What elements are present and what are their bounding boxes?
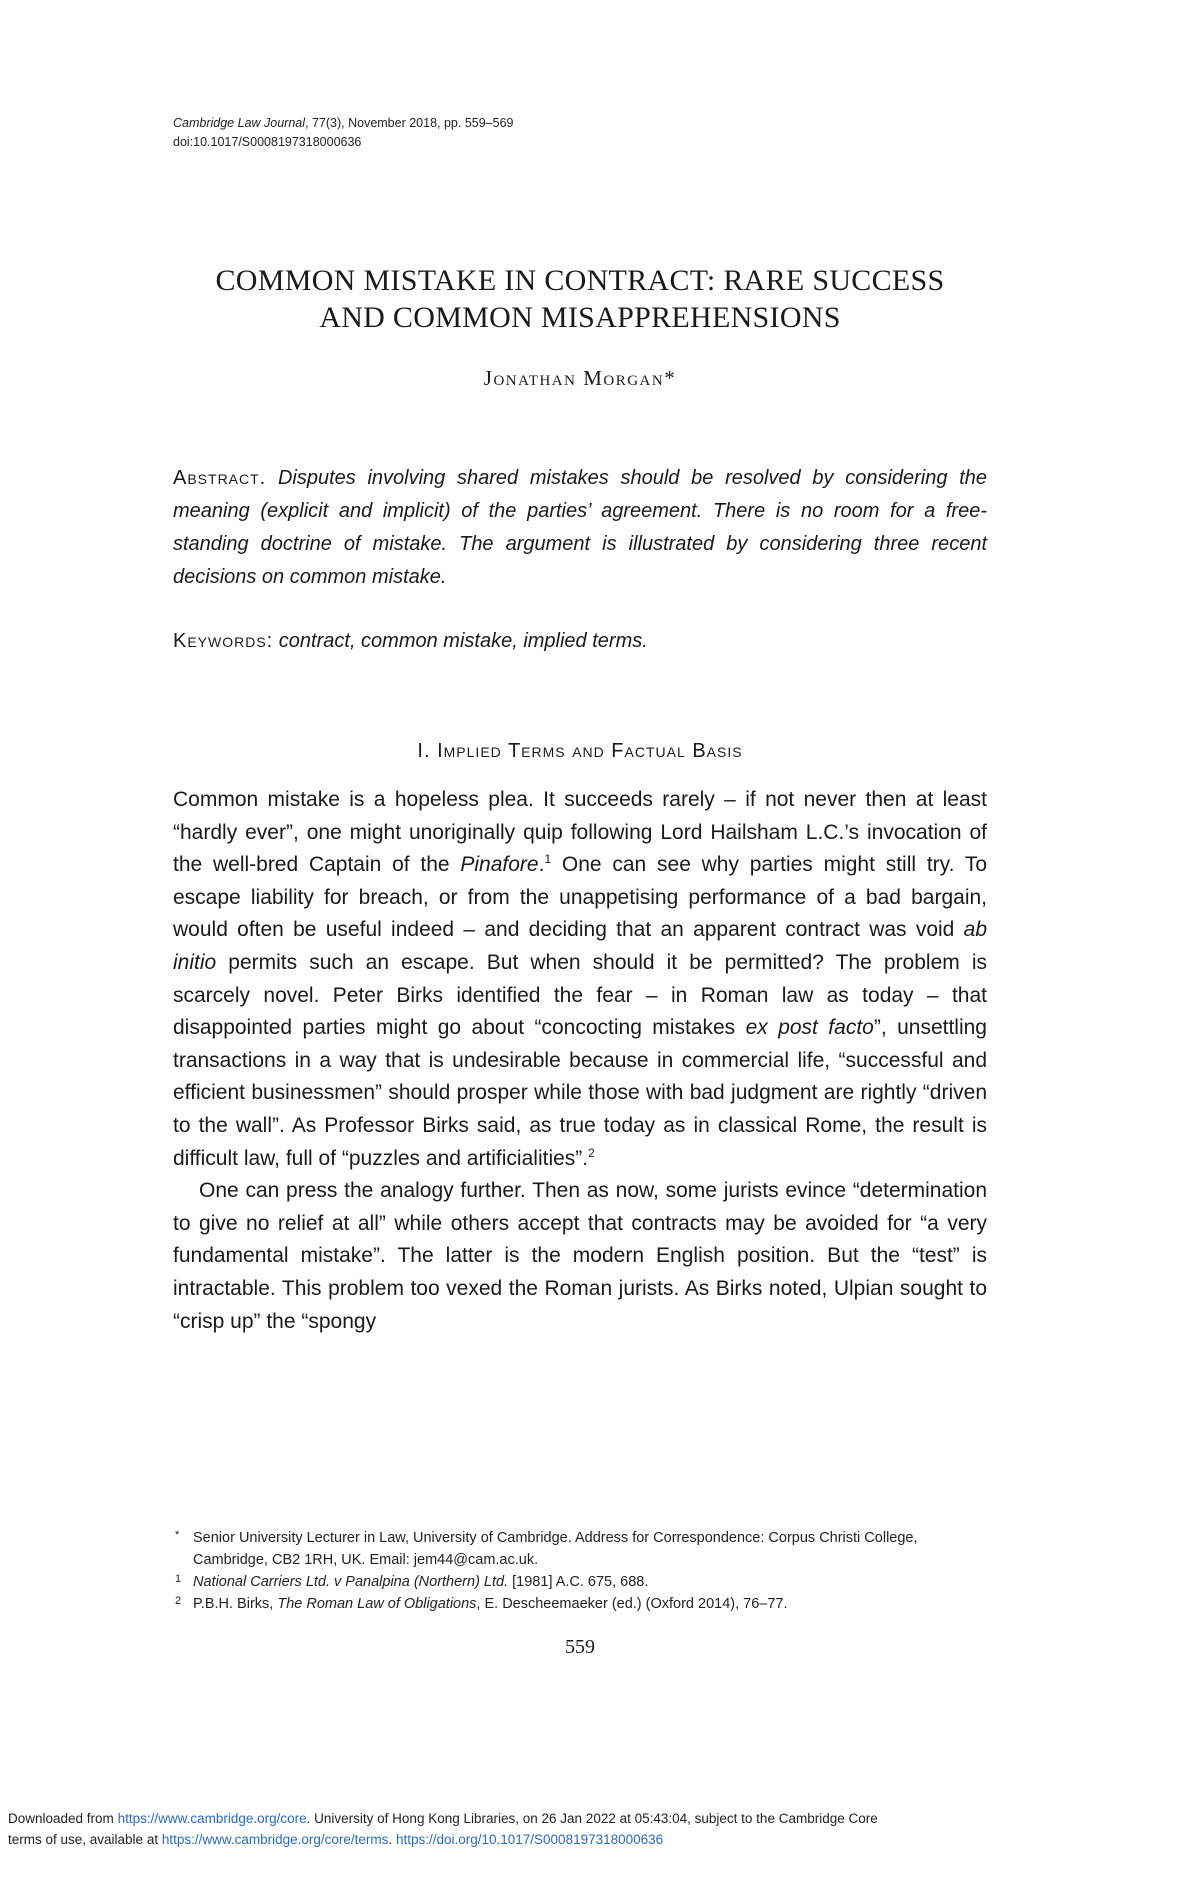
title-line-1: COMMON MISTAKE IN CONTRACT: RARE SUCCESS — [215, 264, 945, 297]
para1-italic-ex-post-facto: ex post facto — [745, 1016, 874, 1040]
article-title — [173, 262, 987, 336]
keywords-text: contract, common mistake, implied terms. — [278, 630, 648, 652]
footnote-mark: 2 — [175, 1595, 182, 1607]
journal-citation — [173, 114, 514, 133]
para1-italic-pinafore: Pinafore — [460, 853, 539, 877]
footnote-1 — [173, 1571, 987, 1593]
keywords-label: Keywords: — [173, 630, 274, 652]
para1-text-a: Common mistake is a hopeless plea. It succeeds rarely – if not never then at least “hardly ever”, one might unoriginally quip following Lord Hailsham L.C.’s invocation of the well-bred Captain of the — [173, 788, 987, 877]
section-heading: I. Implied Terms and Factual Basis — [417, 740, 743, 762]
doi: doi:10.1017/S0008197318000636 — [173, 135, 362, 149]
keywords — [173, 625, 987, 658]
download-text: . University of Hong Kong Libraries, on 26 Jan 2022 at 05:43:04, subject to the Cambridge Core — [306, 1811, 878, 1826]
footnote-mark: 1 — [175, 1573, 182, 1585]
abstract-text: Disputes involving shared mistakes should be resolved by considering the meaning (explicit and implicit) of the parties’ agreement. There is no room for a free-standing doctrine of mistake. The argument is illustrated by considering three recent decisions on common mistake. — [173, 467, 987, 588]
paragraph-2: One can press the analogy further. Then as now, some jurists evince “determination to give no relief at all” while others accept that contracts may be avoided for “a very fundamental mistake”. The latter is the modern English position. But the “test” is intractable. This problem too vexed the Roman jurists. As Birks noted, Ulpian sought to “crisp up” the “spongy — [173, 1179, 987, 1333]
download-notice-line-2 — [8, 1829, 1188, 1850]
footnote-ref-2[interactable]: 2 — [588, 1145, 595, 1160]
journal-name: Cambridge Law Journal — [173, 116, 306, 130]
footnote-author — [173, 1527, 987, 1571]
footnote-text: Senior University Lecturer in Law, University of Cambridge. Address for Correspondence: Corpus Christi College, Cambridge, CB2 1RH, UK. Email: jem44@cam.ac.uk. — [193, 1530, 918, 1568]
footnotes — [173, 1527, 987, 1615]
abstract-label: Abstract. — [173, 467, 267, 489]
para1-text-d: ”, unsettling transactions in a way that is undesirable because in commercial life, “successful and efficient businessmen” should prosper while those with bad judgment are rightly “driven to the wall”. As Professor Birks said, as true today as in classical Rome, the result is difficult law, full of “puzzles and artificialities”. — [173, 1016, 987, 1170]
para1-text-b: One can see why parties might still try. To escape liability for breach, or from the unappetising performance of a bad bargain, would often be useful indeed – and deciding that an apparent contract was void — [173, 853, 987, 942]
journal-reference — [173, 114, 514, 152]
download-notice — [8, 1808, 1188, 1850]
cambridge-core-link[interactable]: https://www.cambridge.org/core — [117, 1811, 307, 1826]
download-text: Downloaded from — [8, 1811, 118, 1826]
para1-text-c: permits such an escape. But when should it be permitted? The problem is scarcely novel. Peter Birks identified the fear – in Roman law as today – that disappointed parties might go about “concocting mistakes — [173, 950, 987, 1040]
footnote-case-name: National Carriers Ltd. v Panalpina (Northern) Ltd. — [193, 1574, 509, 1590]
footnote-text: , E. Descheemaeker (ed.) (Oxford 2014), 76–77. — [476, 1596, 788, 1612]
terms-link[interactable]: https://www.cambridge.org/core/terms — [161, 1832, 389, 1847]
paragraph-1: Common mistake is a hopeless plea. It succeeds rarely – if not never then at least “hardly ever”, one might unoriginally quip following Lord Hailsham L.C.’s invocation of the well-bred Captain of the Pinafore.$^1$ One can see why parties might still try. To escape liability for breach, or from the unappetising performance of a bad bargain, would often be useful indeed – and deciding that an apparent contract was void ab initio permits such an escape. But when should it be permitted? The problem is scarcely novel. Peter Birks identified the fear – in Roman law as today – that disappointed parties might go about “concocting mistakes ex post facto”, unsettling transactions in a way that is undesirable because in commercial life, “successful and efficient businessmen” should prosper while those with bad judgment are rightly “driven to the wall”. As Professor Birks said, as true today as in classical Rome, the result is difficult law, full of “puzzles and artificialities”.$^2$ — [173, 788, 987, 1170]
journal-issue: , 77(3), November 2018, pp. 559–569 — [305, 116, 514, 130]
title-line-2: AND COMMON MISAPPREHENSIONS — [319, 301, 841, 334]
footnote-mark: * — [175, 1529, 180, 1541]
footnote-book-title: The Roman Law of Obligations — [277, 1596, 477, 1612]
footnote-text: P.B.H. Birks, — [193, 1596, 278, 1612]
download-text: terms of use, available at — [8, 1832, 162, 1847]
download-notice-line-1 — [8, 1808, 1188, 1829]
footnote-2 — [173, 1593, 987, 1615]
body-text — [173, 784, 987, 1338]
abstract — [173, 462, 987, 594]
doi-link[interactable]: https://doi.org/10.1017/S0008197318000636 — [395, 1832, 664, 1847]
author-name: Jonathan Morgan* — [483, 366, 677, 390]
footnote-text: [1981] A.C. 675, 688. — [508, 1574, 649, 1590]
download-text: . — [388, 1832, 396, 1847]
footnote-ref-1[interactable]: 1 — [544, 852, 552, 867]
para1-italic-ab-initio: ab initio — [173, 918, 987, 974]
page-number: 559 — [565, 1636, 595, 1658]
